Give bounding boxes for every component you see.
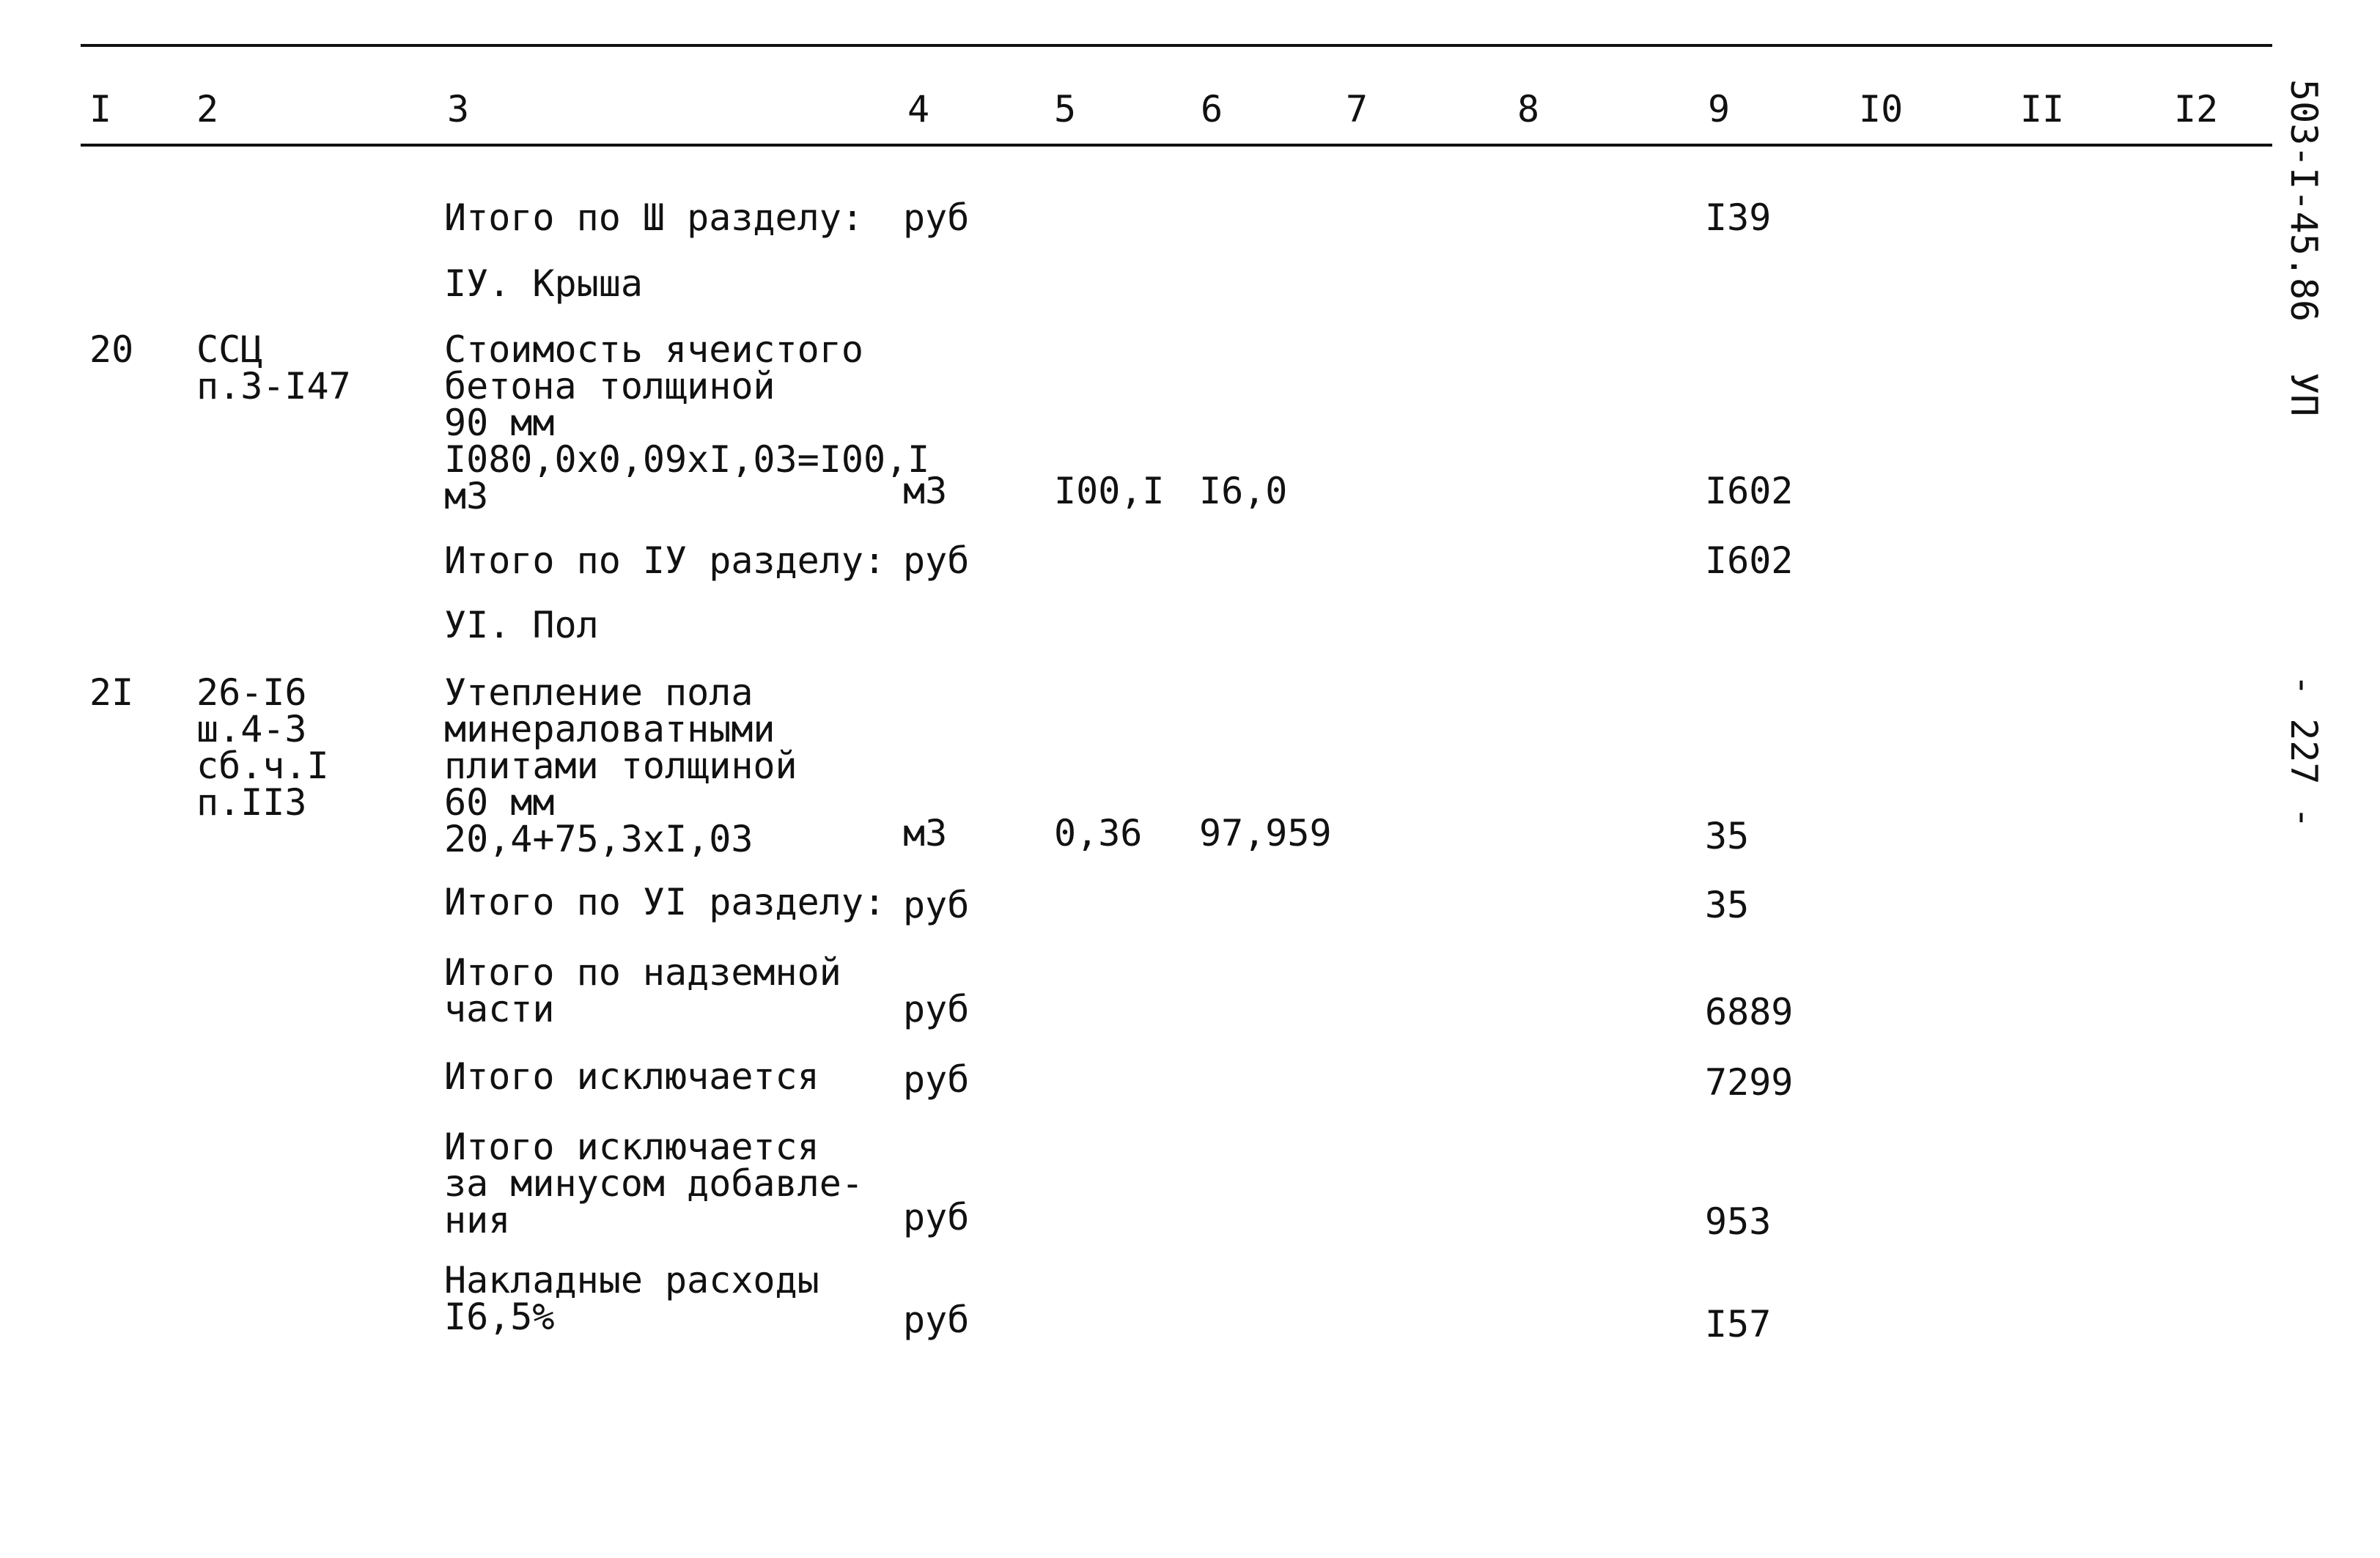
row-unit: руб [903, 1299, 970, 1341]
row-unit: руб [903, 988, 970, 1030]
row-amount: I602 [1705, 539, 1794, 582]
section-heading: IУ. Крыша [444, 262, 643, 305]
row-description: Стоимость ячеистого бетона толщиной 90 мм I080,0x0,09xI,03=I00,I м3 [444, 328, 930, 517]
col-header-9: 9 [1708, 88, 1731, 130]
col-header-8: 8 [1517, 88, 1540, 130]
col-header-11: II [2020, 88, 2065, 130]
row-unit: руб [903, 1196, 970, 1238]
row-description: Утепление пола минераловатными плитами толщиной 60 мм 20,4+75,3xI,03 [444, 671, 797, 860]
col-header-3: 3 [447, 88, 470, 130]
row-description: Итого по Ш разделу: [444, 196, 863, 239]
row-amount: 35 [1705, 815, 1750, 857]
row-amount: I39 [1705, 196, 1772, 239]
row-amount: 7299 [1705, 1061, 1794, 1104]
row-amount: I602 [1705, 470, 1794, 512]
col-header-12: I2 [2174, 88, 2219, 130]
col-header-5: 5 [1054, 88, 1077, 130]
row-unit: руб [903, 1058, 970, 1101]
row-quantity: 0,36 [1054, 812, 1143, 854]
row-amount: I57 [1705, 1303, 1772, 1345]
col-header-2: 2 [196, 88, 219, 130]
row-unit-price: 97,959 [1199, 812, 1332, 854]
header-rule [81, 144, 2272, 147]
top-rule [81, 44, 2272, 47]
row-description: Накладные расходы I6,5% [444, 1259, 819, 1338]
col-header-1: I [89, 88, 112, 130]
row-unit-price: I6,0 [1199, 470, 1288, 512]
row-unit: руб [903, 196, 970, 239]
row-unit: руб [903, 884, 970, 926]
col-header-4: 4 [907, 88, 930, 130]
row-description: Итого по надземной части [444, 951, 841, 1030]
section-mark: УП [2283, 372, 2325, 417]
row-description: Итого исключается за минусом добавле- ния [444, 1126, 863, 1241]
col-header-7: 7 [1346, 88, 1368, 130]
section-heading: УI. Пол [444, 604, 599, 646]
row-description: Итого по УI разделу: [444, 881, 886, 923]
row-number: 20 [89, 328, 134, 371]
row-amount: 953 [1705, 1200, 1772, 1243]
col-header-10: I0 [1859, 88, 1904, 130]
row-description: Итого по IУ разделу: [444, 539, 886, 582]
row-unit: м3 [903, 812, 948, 854]
row-amount: 6889 [1705, 991, 1794, 1033]
row-quantity: I00,I [1054, 470, 1165, 512]
row-description: Итого исключается [444, 1055, 819, 1098]
document-code: 503-I-45.86 [2283, 79, 2325, 322]
row-code: ССЦ п.3-I47 [196, 328, 351, 407]
row-amount: 35 [1705, 884, 1750, 926]
row-unit: м3 [903, 470, 948, 512]
row-code: 26-I6 ш.4-3 сб.ч.I п.II3 [196, 671, 329, 824]
row-unit: руб [903, 539, 970, 582]
row-number: 2I [89, 671, 134, 714]
page-number: - 227 - [2283, 674, 2325, 829]
col-header-6: 6 [1201, 88, 1223, 130]
